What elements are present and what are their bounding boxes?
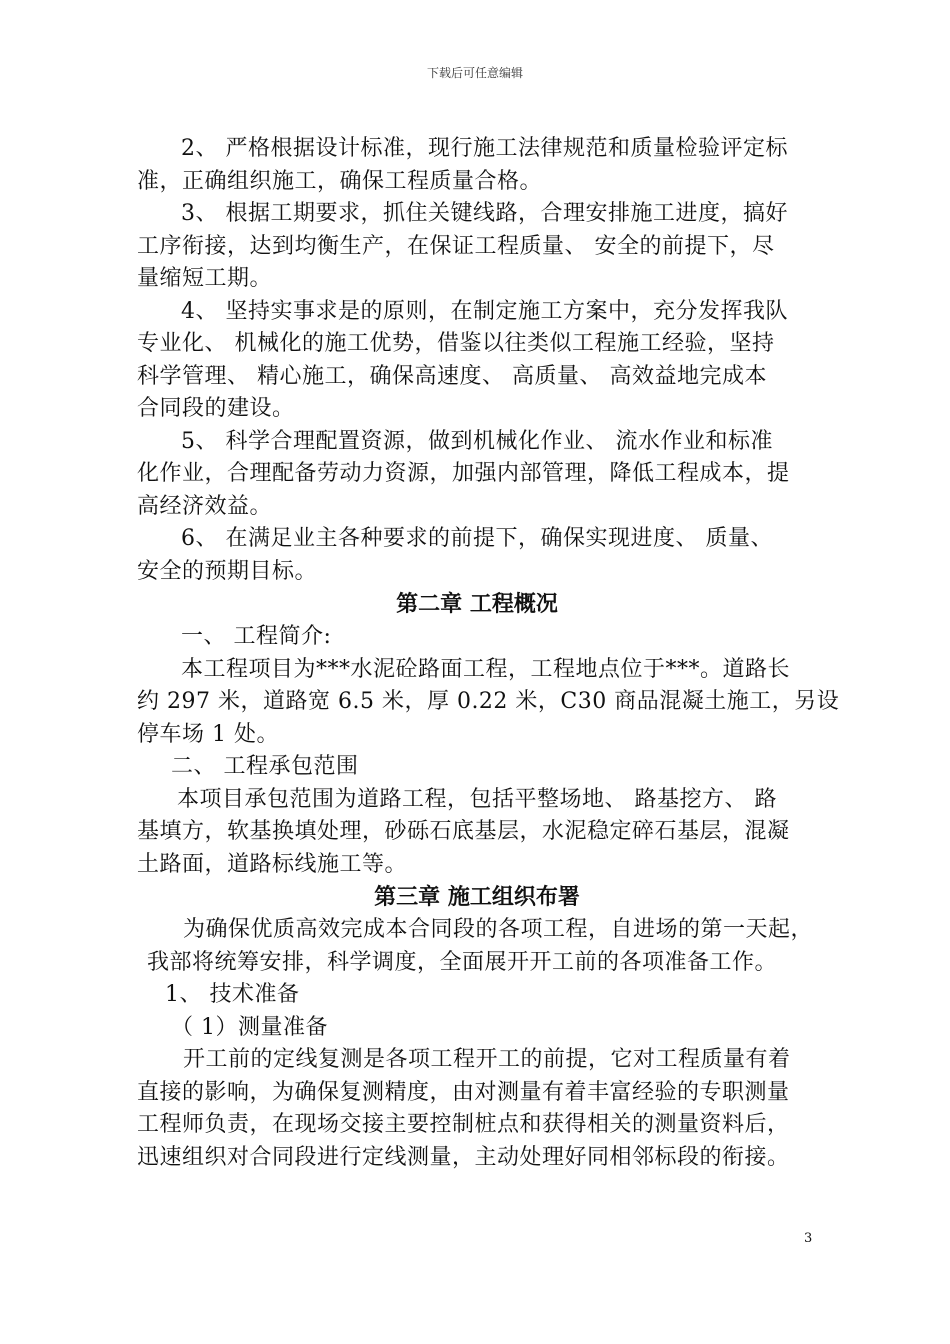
- chapter-heading: 第二章 工程概况: [396, 591, 558, 617]
- text-line: 2、 严格根据设计标准，现行施工法律规范和质量检验评定标: [181, 136, 788, 161]
- text-line: 5、 科学合理配置资源，做到机械化作业、 流水作业和标准: [181, 428, 773, 454]
- text-line: 科学管理、 精心施工，确保高速度、 高质量、 高效益地完成本: [137, 363, 767, 389]
- document-body: [137, 133, 840, 1174]
- page-header: 下载后可任意编辑: [426, 66, 523, 80]
- text-line: 迅速组织对合同段进行定线测量，主动处理好同相邻标段的衔接。: [137, 1144, 790, 1170]
- text-line: 为确保优质高效完成本合同段的各项工程，自进场的第一天起，: [183, 917, 814, 942]
- text-line: 本工程项目为***水泥砼路面工程，工程地点位于***。道路长: [181, 656, 791, 682]
- text-line: 专业化、 机械化的施工优势，借鉴以往类似工程施工经验，坚持: [137, 331, 775, 356]
- text-line: 1、 技术准备: [165, 982, 300, 1007]
- text-line: 直接的影响，为确保复测精度，由对测量有着丰富经验的专职测量: [137, 1079, 790, 1105]
- text-line: 6、 在满足业主各种要求的前提下，确保实现进度、 质量、: [181, 526, 773, 551]
- text-line: 安全的预期目标。: [137, 558, 318, 584]
- text-line: 4、 坚持实事求是的原则，在制定施工方案中，充分发挥我队: [181, 298, 788, 324]
- text-line: 化作业，合理配备劳动力资源，加强内部管理，降低工程成本，提: [137, 461, 790, 486]
- text-line: 量缩短工期。: [137, 266, 273, 291]
- text-line: 基填方，软基换填处理，砂砾石底基层，水泥稳定碎石基层，混凝: [137, 819, 790, 844]
- text-line: （ 1）测量准备: [171, 1014, 328, 1040]
- text-line: 3、 根据工期要求，抓住关键线路，合理安排施工进度，搞好: [181, 201, 788, 226]
- text-line: 高经济效益。: [137, 493, 273, 519]
- text-line: 开工前的定线复测是各项工程开工的前提，它对工程质量有着: [183, 1047, 791, 1072]
- text-line: 土路面，道路标线施工等。: [137, 851, 408, 877]
- text-line: 一、 工程简介:: [181, 624, 332, 649]
- text-line: 本项目承包范围为道路工程，包括平整场地、 路基挖方、 路: [177, 786, 777, 812]
- text-line: 准，正确组织施工，确保工程质量合格。: [137, 168, 543, 194]
- text-line: 工程师负责，在现场交接主要控制桩点和获得相关的测量资料后，: [137, 1112, 790, 1137]
- chapter-heading: 第三章 施工组织布署: [374, 884, 580, 910]
- text-line: 合同段的建设。: [137, 396, 295, 421]
- text-line: 二、 工程承包范围: [171, 754, 359, 779]
- text-line: 停车场 1 处。: [137, 721, 279, 747]
- text-line: 约 297 米，道路宽 6.5 米，厚 0.22 米，C30 商品混凝土施工，另设: [137, 689, 840, 714]
- text-line: 我部将统筹安排，科学调度，全面展开开工前的各项准备工作。: [147, 949, 778, 975]
- text-line: 工序衔接，达到均衡生产，在保证工程质量、 安全的前提下，尽: [137, 233, 775, 259]
- page-number: 3: [804, 1231, 813, 1246]
